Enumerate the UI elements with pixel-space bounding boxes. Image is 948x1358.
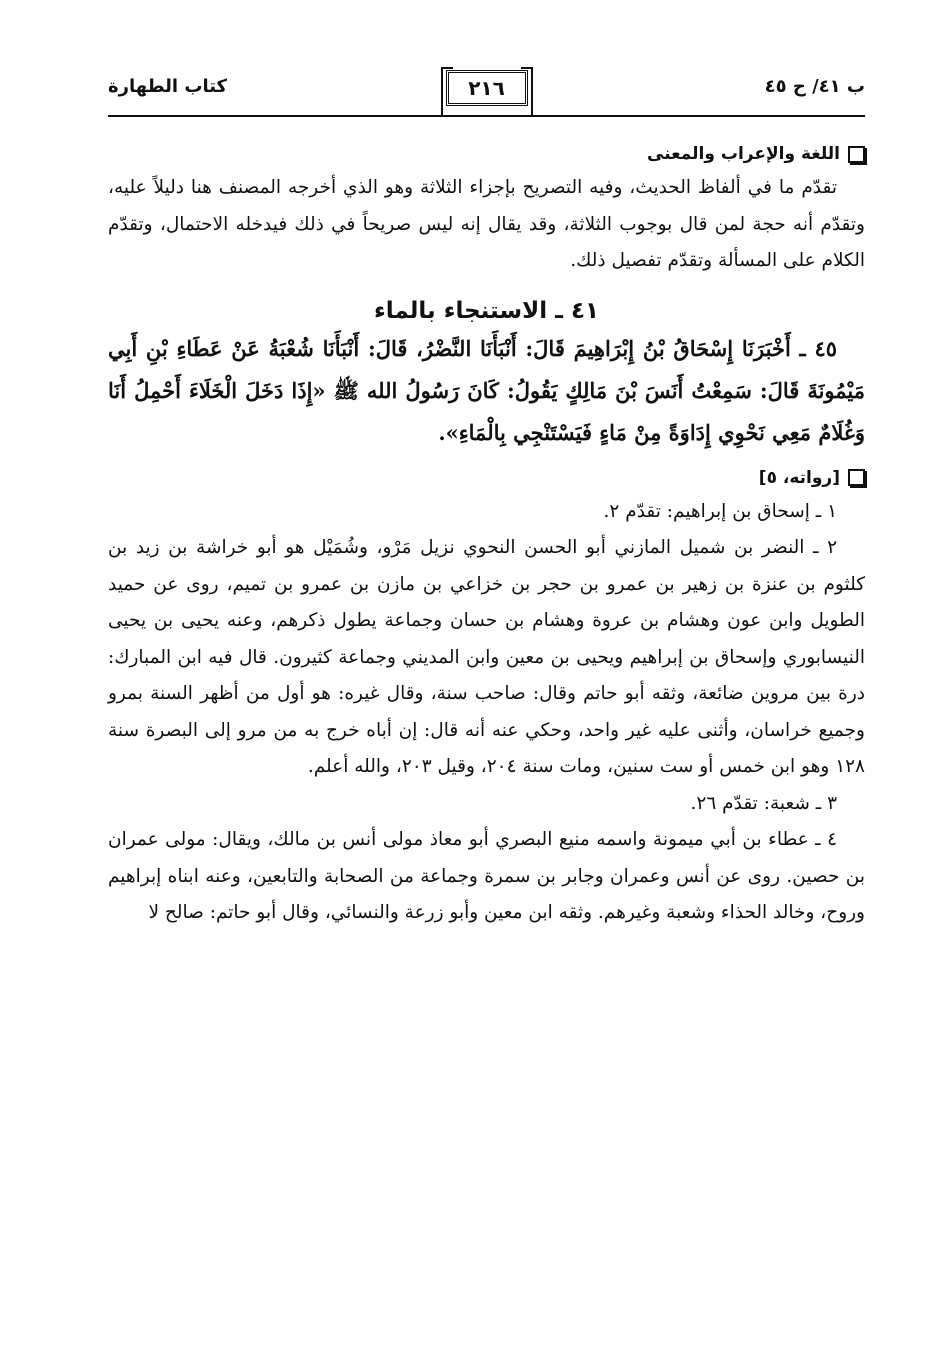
narrator-entry: ١ ـ إسحاق بن إبراهيم: تقدّم ٢. <box>603 500 837 522</box>
section-heading-narrators <box>108 468 865 488</box>
narrator-entry: ٣ ـ شعبة: تقدّم ٢٦. <box>690 792 837 814</box>
square-bullet-icon <box>848 469 865 486</box>
page-header <box>108 70 865 116</box>
square-bullet-icon <box>848 146 865 163</box>
book-page <box>108 58 865 1308</box>
section-heading-language <box>108 144 865 164</box>
narrator-entry: ٤ ـ عطاء بن أبي ميمونة واسمه منيع البصري أبو معاذ مولى أنس بن مالك، ويقال: مولى عمران بن حصين. روى عن أنس وعمران وجابر بن سمرة وجماعة من الصحابة والتابعين، وعنه ابناه إبراهيم وروح، وخالد الحذاء وشعبة وغيرهم. وثقه ابن معين وأبو زرعة والنسائي، وقال أبو حاتم: صالح لا <box>108 829 865 923</box>
chapter-title: ٤١ ـ الاستنجاء بالماء <box>373 297 600 324</box>
hadith-text: ٤٥ ـ أَخْبَرَنَا إِسْحَاقُ بْنُ إِبْرَاهِيمَ قَالَ: أَنْبَأَنَا النَّضْرُ، قَالَ: أَنْبَأَنَا شُعْبَةُ عَنْ عَطَاءِ بْنِ أَبِي مَيْمُونَةَ قَالَ: سَمِعْتُ أَنَسَ بْنَ مَالِكٍ يَقُولُ: كَانَ رَسُولُ الله ﷺ «إِذَا دَخَلَ الْخَلَاءَ أَحْمِلُ أَنَا وَغُلَامٌ مَعِي نَحْوِي إِدَاوَةً مِنْ مَاءٍ فَيَسْتَنْجِي بِالْمَاءِ». <box>108 335 865 445</box>
section-heading-label: اللغة والإعراب والمعنى <box>647 144 840 164</box>
page-body <box>108 136 865 932</box>
section-heading-label: [رواته، ٥] <box>758 467 840 488</box>
narrator-entry: ٢ ـ النضر بن شميل المازني أبو الحسن النحوي نزيل مَرْو، وشُمَيْل هو أبو خراشة بن زيد بن كلثوم بن عنزة بن زهير بن عمرو بن حجر بن خزاعي بن مازن بن عمرو بن تميم، روى عن حميد الطويل وابن عون وهشام بن عروة وهشام بن حسان وجماعة يطول ذكرهم، وعنه يحيى بن يحيى النيسابوري وإسحاق بن إبراهيم ويحيى بن معين وابن المديني وجماعة كثيرون. قال فيه ابن المبارك: درة بين مروين ضائعة، وثقه أبو حاتم وقال: صاحب سنة، وقال غيره: هو أول من أظهر السنة بمرو وجميع خراسان، وأثنى عليه غير واحد، وحكي عنه أنه قال: إن أباه خرج به من مرو إلى البصرة سنة ١٢٨ وهو ابن خمس أو ست سنين، ومات سنة ٢٠٤، وقيل ٢٠٣، والله أعلم. <box>108 537 865 777</box>
chapter-hadith-ref: ب ٤١/ ح ٤٥ <box>764 76 865 97</box>
book-title: كتاب الطهارة <box>108 76 228 97</box>
language-paragraph: تقدّم ما في ألفاظ الحديث، وفيه التصريح بإجزاء الثلاثة وهو الذي أخرجه المصنف هنا دليلاً عليه، وتقدّم أنه حجة لمن قال بوجوب الثلاثة، وقد يقال إنه ليس صريحاً في ذلك فيدخله الاحتمال، وتقدّم الكلام على المسألة وتقدّم تفصيل ذلك. <box>108 177 865 271</box>
page-number: ٢١٦ <box>446 70 528 106</box>
header-rule <box>108 115 865 117</box>
